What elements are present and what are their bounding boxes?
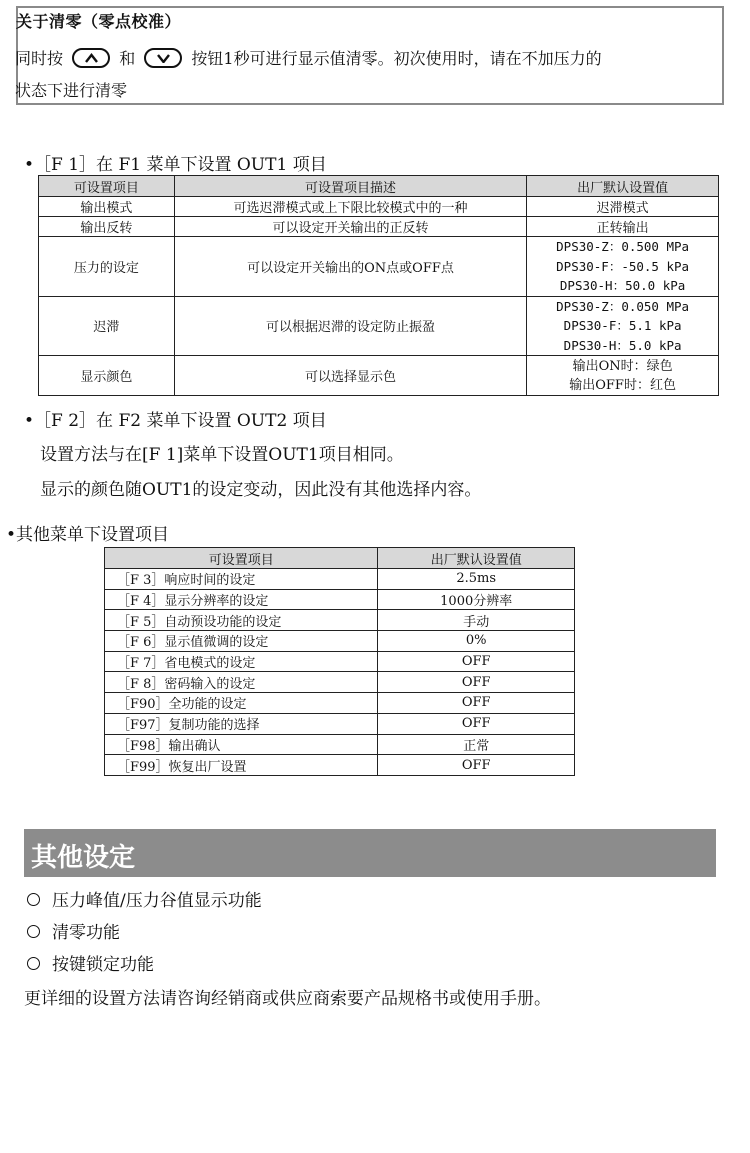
default-line: DPS30-H：5.0 kPa — [563, 337, 682, 353]
cell-item: ［F 6］显示值微调的设定 — [105, 631, 378, 652]
notice-text-b: 和 — [119, 49, 136, 68]
cell-item: ［F 8］密码输入的设定 — [105, 672, 378, 693]
feature-item — [27, 950, 154, 975]
cell-default: 正转输出 — [527, 217, 719, 237]
cell-item: 迟滞 — [39, 296, 175, 356]
table-row — [105, 569, 575, 590]
cell-default: OFF — [378, 755, 575, 776]
f1-settings-table — [38, 175, 719, 396]
cell-default — [527, 296, 719, 356]
cell-desc: 可以选择显示色 — [174, 356, 526, 396]
cell-item: ［F90］全功能的设定 — [105, 693, 378, 714]
f2-text-2: 显示的颜色随OUT1的设定变动，因此没有其他选择内容。 — [40, 480, 482, 500]
cell-item: 输出反转 — [39, 217, 175, 237]
table-row — [39, 217, 719, 237]
feature-item — [27, 886, 262, 911]
notice-text-a: 同时按 — [15, 49, 64, 68]
table-row — [105, 693, 575, 714]
table-row — [105, 734, 575, 755]
circle-bullet-icon — [27, 925, 40, 938]
cell-item: ［F 7］省电模式的设定 — [105, 651, 378, 672]
other-menus-table — [104, 547, 575, 776]
table-header: 可设置项目描述 — [174, 176, 526, 197]
table-header: 可设置项目 — [39, 176, 175, 197]
cell-default: OFF — [378, 651, 575, 672]
cell-desc: 可以根据迟滞的设定防止振盈 — [174, 296, 526, 356]
default-line: 输出OFF时：红色 — [569, 377, 676, 393]
cell-default: 2.5ms — [378, 569, 575, 590]
table-row — [39, 296, 719, 356]
f2-heading: •［F 2］在 F2 菜单下设置 OUT2 项目 — [24, 411, 327, 431]
f2-text-1: 设置方法与在[F 1]菜单下设置OUT1项目相同。 — [40, 445, 404, 465]
cell-item: ［F 5］自动预设功能的设定 — [105, 610, 378, 631]
cell-default: OFF — [378, 693, 575, 714]
cell-item: ［F 3］响应时间的设定 — [105, 569, 378, 590]
default-line: DPS30-F：-50.5 kPa — [556, 258, 690, 274]
f1-heading: •［F 1］在 F1 菜单下设置 OUT1 项目 — [24, 155, 327, 175]
cell-default — [527, 356, 719, 396]
table-row — [105, 610, 575, 631]
feature-item — [27, 918, 120, 943]
cell-item: ［F97］复制功能的选择 — [105, 713, 378, 734]
default-line: DPS30-Z：0.500 MPa — [556, 239, 690, 254]
cell-item: ［F98］输出确认 — [105, 734, 378, 755]
cell-default: 0% — [378, 631, 575, 652]
table-header: 出厂默认设置值 — [378, 548, 575, 569]
table-row — [39, 197, 719, 217]
cell-default: OFF — [378, 672, 575, 693]
other-menus-heading: •其他菜单下设置项目 — [6, 525, 170, 545]
cell-default — [527, 237, 719, 297]
down-key-icon — [144, 48, 182, 68]
table-row — [105, 631, 575, 652]
cell-default: 正常 — [378, 734, 575, 755]
table-row — [105, 589, 575, 610]
cell-default: OFF — [378, 713, 575, 734]
cell-item: 显示颜色 — [39, 356, 175, 396]
circle-bullet-icon — [27, 893, 40, 906]
up-key-icon — [72, 48, 110, 68]
table-row — [105, 651, 575, 672]
cell-default: 1000分辨率 — [378, 589, 575, 610]
cell-item: 输出模式 — [39, 197, 175, 217]
cell-item: ［F99］恢复出厂设置 — [105, 755, 378, 776]
default-line: 输出ON时：绿色 — [572, 358, 673, 374]
table-row — [39, 237, 719, 297]
default-line: DPS30-Z：0.050 MPa — [556, 298, 690, 314]
notice-line-1 — [15, 46, 602, 70]
table-header: 可设置项目 — [105, 548, 378, 569]
cell-item: ［F 4］显示分辨率的设定 — [105, 589, 378, 610]
footer-note: 更详细的设置方法请咨询经销商或供应商索要产品规格书或使用手册。 — [24, 989, 551, 1009]
table-row — [105, 713, 575, 734]
cell-default: 手动 — [378, 610, 575, 631]
section-title: 其他设定 — [31, 843, 136, 873]
table-row — [39, 356, 719, 396]
cell-desc: 可选迟滞模式或上下限比较模式中的一种 — [174, 197, 526, 217]
notice-line-2: 状态下进行清零 — [15, 81, 128, 100]
notice-title: 关于清零（零点校准） — [16, 12, 182, 31]
feature-label: 清零功能 — [52, 923, 120, 943]
feature-label: 按键锁定功能 — [52, 955, 154, 975]
feature-label: 压力峰值/压力谷值显示功能 — [52, 891, 262, 911]
table-row — [105, 755, 575, 776]
table-row — [105, 672, 575, 693]
table-header: 出厂默认设置值 — [527, 176, 719, 197]
cell-desc: 可以设定开关输出的正反转 — [174, 217, 526, 237]
notice-text-c: 按钮1秒可进行显示值清零。初次使用时，请在不加压力的 — [191, 49, 602, 68]
circle-bullet-icon — [27, 957, 40, 970]
cell-desc: 可以设定开关输出的ON点或OFF点 — [174, 237, 526, 297]
default-line: DPS30-H：50.0 kPa — [559, 278, 686, 293]
cell-item: 压力的设定 — [39, 237, 175, 297]
cell-default: 迟滞模式 — [527, 197, 719, 217]
default-line: DPS30-F：5.1 kPa — [563, 318, 682, 333]
